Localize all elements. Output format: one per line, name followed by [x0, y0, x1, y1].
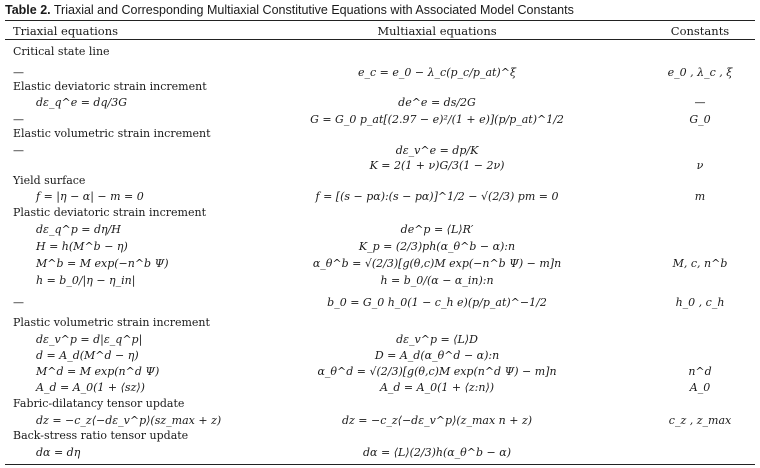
multiaxial-equation: f = [(s − pα):(s − pα)]^1/2 − √(2/3) pm = 0: [315, 190, 559, 203]
model-constants: G_0: [689, 113, 711, 126]
section-row: [0, 127, 760, 141]
model-constants: c_z , z_max: [668, 414, 732, 427]
header-multiaxial: Multiaxial equations: [377, 24, 497, 38]
triaxial-equation: d = A_d(M^d − η): [36, 349, 139, 362]
section-row: [0, 206, 760, 220]
equation-row: [0, 381, 760, 395]
triaxial-equation: dε_v^p = d|ε_q^p|: [36, 333, 143, 346]
equation-row: [0, 349, 760, 363]
caption-label: Table 2.: [5, 3, 51, 17]
equation-row: [0, 414, 760, 428]
section-title: Back-stress ratio tensor update: [13, 429, 189, 442]
triaxial-equation: A_d = A_0(1 + ⟨sz⟩): [36, 381, 145, 394]
equation-row: [0, 446, 760, 460]
equation-row: [0, 223, 760, 237]
equation-row: [0, 274, 760, 288]
multiaxial-equation: de^e = ds/2G: [398, 96, 476, 109]
triaxial-equation: —: [13, 113, 24, 126]
model-constants: n^d: [688, 365, 712, 378]
multiaxial-equation: K = 2(1 + ν)G/3(1 − 2ν): [369, 159, 505, 172]
equation-row: [0, 159, 760, 173]
top-rule: [5, 20, 755, 21]
bottom-rule: [5, 464, 755, 465]
multiaxial-equation: G = G_0 p_at[(2.97 − e)²/(1 + e)](p/p_at)^1/2: [310, 113, 564, 126]
triaxial-equation: dε_q^p = dη/H: [36, 223, 121, 236]
multiaxial-equation: α_θ^d = √(2/3)[g(θ,c)M exp(n^d Ψ) − m]n: [317, 365, 557, 378]
model-constants: A_0: [689, 381, 711, 394]
table-caption: [5, 3, 574, 17]
header-constants: Constants: [670, 24, 730, 38]
triaxial-equation: —: [13, 296, 24, 309]
equation-row: [0, 365, 760, 379]
section-title: Fabric-dilatancy tensor update: [13, 397, 185, 410]
model-constants: —: [694, 96, 706, 109]
multiaxial-equation: de^p = ⟨L⟩R′: [400, 223, 474, 236]
multiaxial-equation: h = b_0/(α − α_in):n: [380, 274, 494, 287]
triaxial-equation: dα = dη: [36, 446, 81, 459]
multiaxial-equation: dε_v^e = dp/K: [395, 144, 479, 157]
section-title: Elastic volumetric strain increment: [13, 127, 211, 140]
triaxial-equation: f = |η − α| − m = 0: [36, 190, 144, 203]
section-row: [0, 397, 760, 411]
model-constants: e_0 , λ_c , ξ: [667, 66, 733, 79]
model-constants: m: [694, 190, 706, 203]
model-constants: M, c, n^b: [672, 257, 728, 270]
multiaxial-equation: dα = ⟨L⟩(2/3)h(α_θ^b − α): [363, 446, 511, 459]
model-constants: h_0 , c_h: [675, 296, 725, 309]
triaxial-equation: dε_q^e = dq/3G: [36, 96, 127, 109]
section-title: Plastic deviatoric strain increment: [13, 206, 206, 219]
equation-row: [0, 333, 760, 347]
section-row: [0, 429, 760, 443]
equation-row: [0, 113, 760, 127]
triaxial-equation: M^b = M exp(−n^b Ψ): [36, 257, 169, 270]
equation-row: [0, 144, 760, 158]
section-title: Critical state line: [13, 45, 110, 58]
triaxial-equation: M^d = M exp(n^d Ψ): [36, 365, 160, 378]
header-triaxial: Triaxial equations: [13, 24, 119, 38]
section-row: [0, 174, 760, 188]
section-title: Plastic volumetric strain increment: [13, 316, 210, 329]
multiaxial-equation: dz = −c_z⟨−dε_v^p⟩(z_max n + z): [341, 414, 533, 427]
header-rule: [5, 39, 755, 40]
section-row: [0, 316, 760, 330]
equation-row: [0, 96, 760, 110]
multiaxial-equation: A_d = A_0(1 + ⟨z:n⟩): [379, 381, 495, 394]
section-row: [0, 80, 760, 94]
triaxial-equation: h = b_0/|η − η_in|: [36, 274, 136, 287]
triaxial-equation: —: [13, 144, 24, 157]
section-title: Yield surface: [13, 174, 86, 187]
equation-row: [0, 257, 760, 271]
section-title: Elastic deviatoric strain increment: [13, 80, 207, 93]
multiaxial-equation: e_c = e_0 − λ_c(p_c/p_at)^ξ: [357, 66, 517, 79]
model-constants: ν: [696, 159, 704, 172]
triaxial-equation: H = h(M^b − η): [36, 240, 128, 253]
multiaxial-equation: K_p = (2/3)ph(α_θ^b − α):n: [358, 240, 516, 253]
multiaxial-equation: dε_v^p = ⟨L⟩D: [396, 333, 478, 346]
section-row: [0, 45, 760, 59]
equation-row: [0, 190, 760, 204]
multiaxial-equation: D = A_d(α_θ^d − α):n: [374, 349, 500, 362]
triaxial-equation: —: [13, 66, 24, 79]
multiaxial-equation: α_θ^b = √(2/3)[g(θ,c)M exp(−n^b Ψ) − m]n: [312, 257, 562, 270]
multiaxial-equation: b_0 = G_0 h_0(1 − c_h e)(p/p_at)^−1/2: [327, 296, 547, 309]
triaxial-equation: dz = −c_z⟨−dε_v^p⟩(sz_max + z): [36, 414, 222, 427]
equation-row: [0, 66, 760, 80]
caption-text: Triaxial and Corresponding Multiaxial Constitutive Equations with Associated Model Constants: [53, 3, 574, 17]
equation-row: [0, 296, 760, 310]
equation-row: [0, 240, 760, 254]
